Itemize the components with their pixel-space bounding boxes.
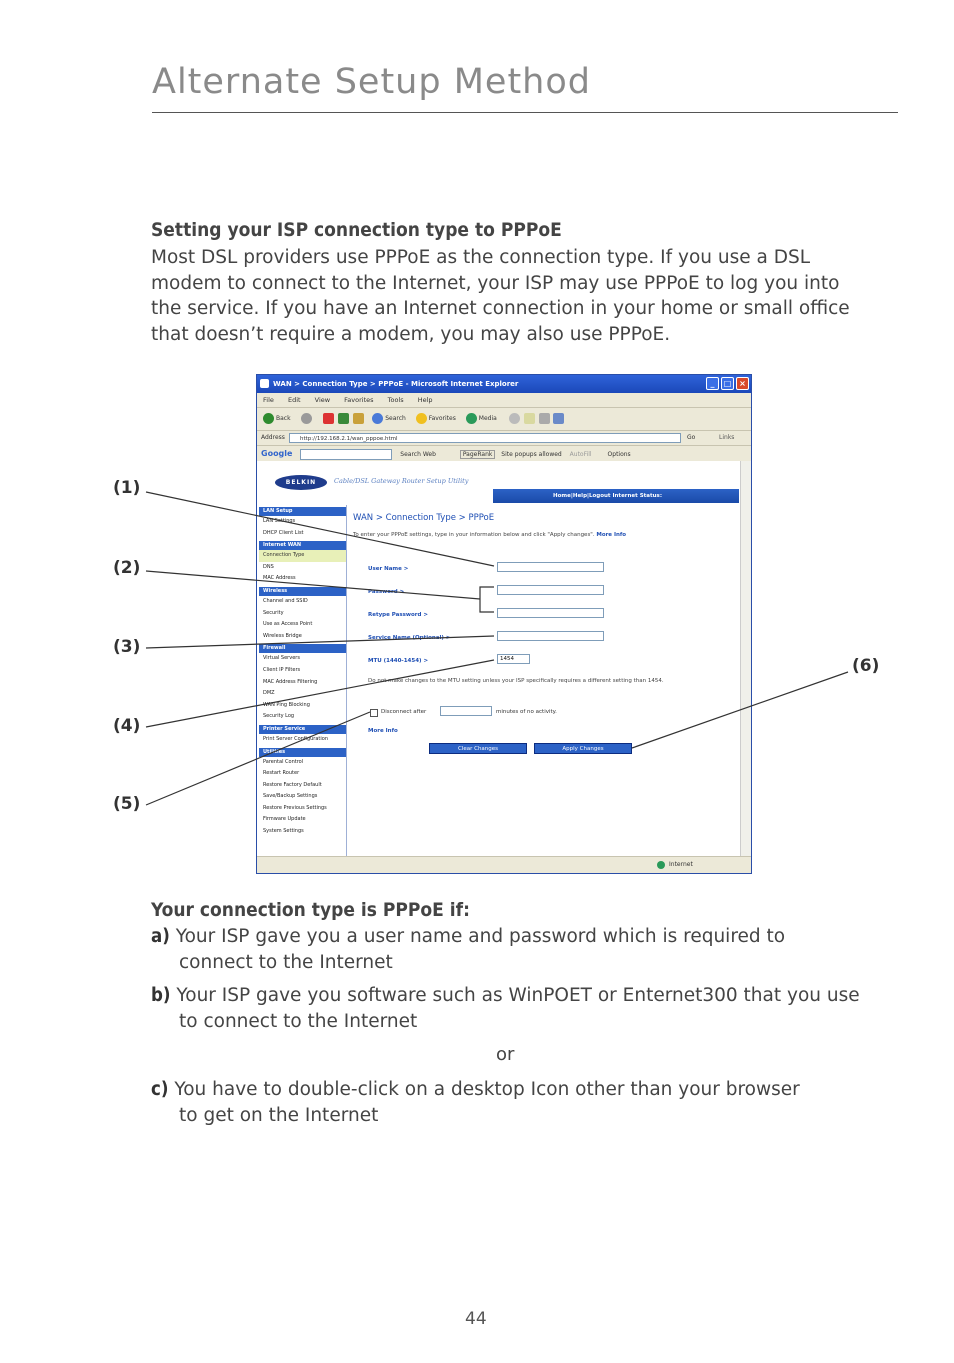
belkin-logo: BELKIN (275, 475, 327, 490)
sidebar-item[interactable]: Restore Factory Default (263, 781, 322, 788)
sidebar-item[interactable]: Restart Router (263, 770, 300, 777)
router-description-text: To enter your PPPoE settings, type in your information below and click "Apply changes". (353, 532, 595, 538)
google-logo: Google (261, 449, 293, 458)
mtu-input[interactable]: 1454 (497, 654, 530, 664)
disconnect-suffix: minutes of no activity. (496, 709, 557, 715)
mtu-label: MTU (1440-1454) > (368, 658, 429, 664)
sidebar-item[interactable]: Firmware Update (263, 816, 306, 823)
intro-paragraph: Most DSL providers use PPPoE as the connection type. If you use a DSL modem to connect to the Internet, your ISP may use PPPoE to log you into the service. If you have an Internet connection in your home or small office that doesn’t require a modem, you may also use PPPoE. (151, 247, 850, 345)
status-zone: Internet (669, 861, 693, 868)
sidebar-section-header: Firewall (259, 644, 346, 653)
user-name-label: User Name > (368, 566, 409, 572)
back-label[interactable]: Back (276, 415, 291, 422)
callout-2: (2) (113, 558, 141, 578)
sidebar-item[interactable]: Security Log (263, 713, 295, 720)
sidebar-item[interactable]: Parental Control (263, 758, 304, 765)
google-options[interactable]: Options (607, 451, 631, 458)
search-label[interactable]: Search (385, 415, 406, 422)
menu-view[interactable]: View (314, 396, 331, 404)
sidebar-item[interactable]: Client IP Filters (263, 666, 301, 673)
sidebar-item[interactable]: DHCP Client List (263, 529, 304, 536)
condition-b-text: Your ISP gave you software such as WinPOET or Enternet300 that you use to connect to the Internet (176, 985, 860, 1032)
menu-favorites[interactable]: Favorites (344, 396, 374, 404)
links-label[interactable]: Links (719, 434, 735, 441)
condition-c-marker: c) (151, 1079, 169, 1100)
or-separator: or (496, 1044, 515, 1065)
sidebar-section-header: Wireless (259, 587, 346, 596)
password-label: Password > (368, 589, 405, 595)
sidebar-section-header: LAN Setup (259, 507, 346, 516)
sidebar-item[interactable]: Save/Backup Settings (263, 793, 318, 800)
menu-file[interactable]: File (263, 396, 274, 404)
conditions-heading: Your connection type is PPPoE if: (151, 899, 470, 921)
sidebar-item[interactable]: DNS (263, 563, 274, 570)
media-label[interactable]: Media (478, 415, 497, 422)
section-heading: Setting your ISP connection type to PPPoE (151, 219, 562, 241)
callout-1: (1) (113, 478, 141, 498)
google-search-web[interactable]: Search Web (400, 451, 436, 458)
mtu-note-text: Do not make changes to the MTU setting unless your ISP specifically requires a different setting than 1454. (368, 678, 664, 684)
sidebar-item[interactable]: Print Server Configuration (263, 735, 328, 742)
leader-line-3 (146, 636, 494, 648)
more-info-link[interactable]: More Info (596, 532, 627, 538)
sidebar-section-header: Printer Service (259, 725, 346, 734)
google-autofill[interactable]: AutoFill (569, 451, 592, 458)
google-pagerank[interactable]: PageRank (460, 450, 496, 459)
apply-changes-button[interactable]: Apply Changes (534, 743, 632, 754)
google-popups[interactable]: Site popups allowed (501, 451, 562, 458)
sidebar-item[interactable]: Connection Type (259, 550, 346, 562)
condition-a (151, 924, 861, 975)
router-page-heading: WAN > Connection Type > PPPoE (353, 513, 495, 523)
more-info-link-2[interactable]: More Info (368, 728, 398, 734)
go-button[interactable]: Go (687, 434, 696, 441)
disconnect-label: Disconnect after (381, 709, 427, 715)
condition-c (151, 1077, 811, 1128)
url-input[interactable]: http://192.168.2.1/wan_pppoe.html (289, 433, 681, 443)
minimize-button[interactable]: _ (706, 377, 719, 390)
leader-line-2 (146, 571, 480, 599)
sidebar-section-header: Internet WAN (259, 541, 346, 550)
page-title: Alternate Setup Method (152, 62, 591, 102)
menu-tools[interactable]: Tools (387, 396, 404, 404)
menu-edit[interactable]: Edit (287, 396, 301, 404)
service-name-label: Service Name (Optional) > (368, 635, 451, 641)
condition-b (151, 983, 861, 1034)
leader-line-1 (146, 492, 494, 566)
retype-password-label: Retype Password > (368, 612, 428, 618)
sidebar-item[interactable]: MAC Address Filtering (263, 678, 318, 685)
password-bracket (480, 587, 494, 612)
router-tagline: Cable/DSL Gateway Router Setup Utility (334, 477, 469, 485)
menu-help[interactable]: Help (417, 396, 433, 404)
sidebar-item[interactable]: Virtual Servers (263, 655, 300, 662)
maximize-button[interactable]: □ (721, 377, 734, 390)
sidebar-item[interactable]: DMZ (263, 690, 275, 697)
condition-a-text: Your ISP gave you a user name and password which is required to connect to the Internet (175, 926, 786, 973)
sidebar-item[interactable]: Wireless Bridge (263, 632, 302, 639)
callout-5: (5) (113, 794, 141, 814)
sidebar-section-header: Utilities (259, 748, 346, 757)
sidebar-item[interactable]: Restore Previous Settings (263, 804, 327, 811)
window-title: WAN > Connection Type > PPPoE - Microsoft Internet Explorer (273, 380, 519, 388)
leader-line-6 (632, 672, 848, 748)
close-button[interactable]: × (736, 377, 749, 390)
sidebar-item[interactable]: Security (263, 609, 284, 616)
favorites-label[interactable]: Favorites (428, 415, 456, 422)
condition-b-marker: b) (151, 985, 171, 1006)
callout-6: (6) (852, 656, 880, 676)
callout-4: (4) (113, 716, 141, 736)
address-label: Address (261, 434, 285, 441)
callout-3: (3) (113, 637, 141, 657)
leader-line-5 (146, 712, 370, 805)
sidebar-item[interactable]: LAN Settings (263, 518, 296, 524)
leader-line-4 (146, 660, 494, 727)
sidebar-item[interactable]: Use as Access Point (263, 621, 313, 628)
sidebar-item[interactable]: WAN Ping Blocking (263, 701, 310, 708)
condition-a-marker: a) (151, 926, 170, 947)
sidebar-item[interactable]: MAC Address (263, 575, 296, 582)
clear-changes-button[interactable]: Clear Changes (429, 743, 527, 754)
condition-c-text: You have to double-click on a desktop Icon other than your browser to get on the Internet (174, 1079, 800, 1126)
router-top-nav[interactable]: Home|Help|Logout Internet Status: (493, 489, 739, 503)
sidebar-item[interactable]: Channel and SSID (263, 597, 308, 604)
page-number: 44 (465, 1309, 487, 1329)
sidebar-item[interactable]: System Settings (263, 828, 304, 835)
